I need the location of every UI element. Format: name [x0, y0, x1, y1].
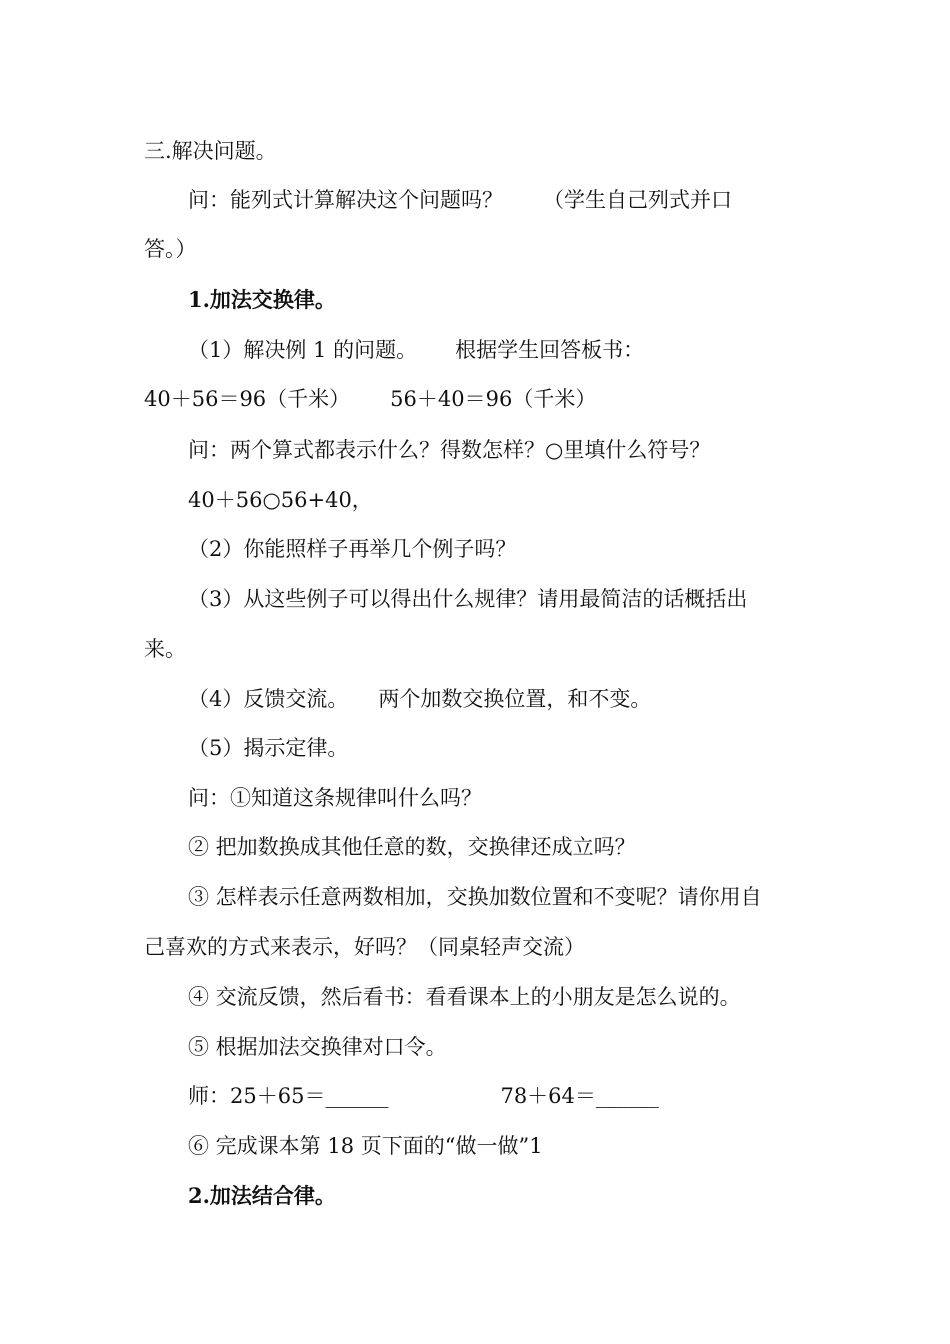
- equation-2: 56＋40＝96（千米）: [390, 387, 597, 411]
- section-heading: 三.解决问题。: [144, 139, 277, 163]
- step-text: （4）反馈交流。: [188, 687, 349, 711]
- exercise-2: 78＋64＝______: [500, 1084, 659, 1108]
- paragraph-line: （2）你能照样子再举几个例子吗？: [188, 537, 517, 561]
- paragraph-line: 答。）: [144, 237, 197, 261]
- paragraph-line: （3）从这些例子可以得出什么规律？请用最简洁的话概括出: [188, 587, 748, 611]
- paragraph-line: ⑥ 完成课本第 18 页下面的“做一做”1: [188, 1134, 543, 1158]
- equation-1: 40＋56＝96（千米）: [144, 387, 351, 411]
- question-text: 问：能列式计算解决这个问题吗？: [188, 188, 503, 212]
- paragraph-line: 来。: [144, 637, 186, 661]
- paragraph-line: [188, 335, 644, 365]
- exercise-line: [188, 1081, 659, 1111]
- rule-text: 两个加数交换位置，和不变。: [378, 687, 652, 711]
- paragraph-line: 问：两个算式都表示什么？得数怎样？○里填什么符号？: [188, 438, 711, 462]
- subsection-heading: 1.加法交换律。: [188, 287, 336, 312]
- exercise-1: 师：25＋65＝______: [188, 1084, 389, 1108]
- paragraph-line: [188, 185, 732, 215]
- paragraph-line: 问：①知道这条规律叫什么吗？: [188, 786, 482, 810]
- board-note: 根据学生回答板书：: [455, 338, 645, 362]
- paragraph-line: ③ 怎样表示任意两数相加，交换加数位置和不变呢？请你用自: [188, 885, 762, 909]
- note-text: （学生自己列式并口: [543, 188, 732, 212]
- subsection-heading: 2.加法结合律。: [188, 1183, 336, 1208]
- paragraph-line: [188, 684, 651, 714]
- paragraph-line: 己喜欢的方式来表示，好吗？（同桌轻声交流）: [144, 935, 585, 959]
- paragraph-line: ④ 交流反馈，然后看书：看看课本上的小朋友是怎么说的。: [188, 985, 741, 1009]
- paragraph-line: （5）揭示定律。: [188, 736, 349, 760]
- equation-line: [144, 384, 596, 414]
- paragraph-line: ⑤ 根据加法交换律对口令。: [188, 1035, 447, 1059]
- paragraph-line: ② 把加数换成其他任意的数，交换律还成立吗？: [188, 835, 636, 859]
- equation-line: 40＋56○56+40，: [188, 488, 373, 512]
- step-text: （1）解决例 1 的问题。: [188, 338, 418, 362]
